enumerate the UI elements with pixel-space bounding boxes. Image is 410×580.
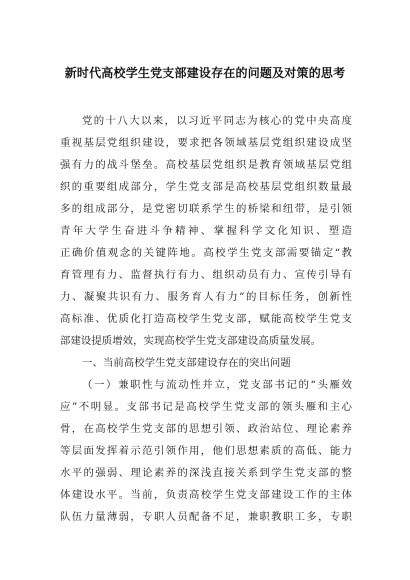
document-body <box>60 110 352 528</box>
paragraph-line: 正确价值观念的关键阵地。高校学生党支部需要锚定“教 <box>60 247 352 259</box>
paragraph-line: 应”不明显。支部书记是高校学生党支部的领头雁和主心 <box>60 401 352 413</box>
paragraph-line: 水平的强弱、理论素养的深浅直接关系到学生党支部的整 <box>60 467 352 479</box>
paragraph-line: 多的组成部分，是党密切联系学生的桥梁和纽带，是引领 <box>60 203 352 215</box>
paragraph-line: 党的十八大以来，以习近平同志为核心的党中央高度 <box>82 115 352 127</box>
paragraph-line: 强有力的战斗堡垒。高校基层党组织是教育领域基层党组 <box>60 159 352 171</box>
paragraph-line: 骨，在高校学生党支部的思想引领、政治站位、理论素养 <box>60 423 352 435</box>
paragraph-line: 青年大学生奋进斗争精神、掌握科学文化知识、塑造 <box>60 225 352 237</box>
paragraph-line: 高标准、优质化打造高校学生党支部，赋能高校学生党支 <box>60 313 352 325</box>
paragraph-line: 部建设提质增效，实现高校学生党支部建设高质量发展。 <box>60 335 322 347</box>
paragraph-line: 队伍力量薄弱，专职人员配备不足，兼职教职工多，专职 <box>60 511 352 523</box>
paragraph-line: 等层面发挥着示范引领作用，他们思想素质的高低、能力 <box>60 445 352 457</box>
section-heading: 一、当前高校学生党支部建设存在的突出问题 <box>82 357 291 369</box>
document-title: 新时代高校学生党支部建设存在的问题及对策的思考 <box>64 66 346 80</box>
paragraph-line: 育管理有力、监督执行有力、组织动员有力、宣传引导有 <box>60 269 352 281</box>
subsection-heading-line: （一）兼职性与流动性并立，党支部书记的“头雁效 <box>82 379 352 391</box>
paragraph-line: 体建设水平。当前，负责高校学生党支部建设工作的主体 <box>60 489 352 501</box>
paragraph-line: 织的重要组成部分，学生党支部是高校基层党组织数量最 <box>60 181 352 193</box>
paragraph-line: 重视基层党组织建设，要求把各领域基层党组织建设成坚 <box>60 137 352 149</box>
paragraph-line: 力、凝聚共识有力、服务育人有力”的目标任务，创新性 <box>60 291 352 303</box>
